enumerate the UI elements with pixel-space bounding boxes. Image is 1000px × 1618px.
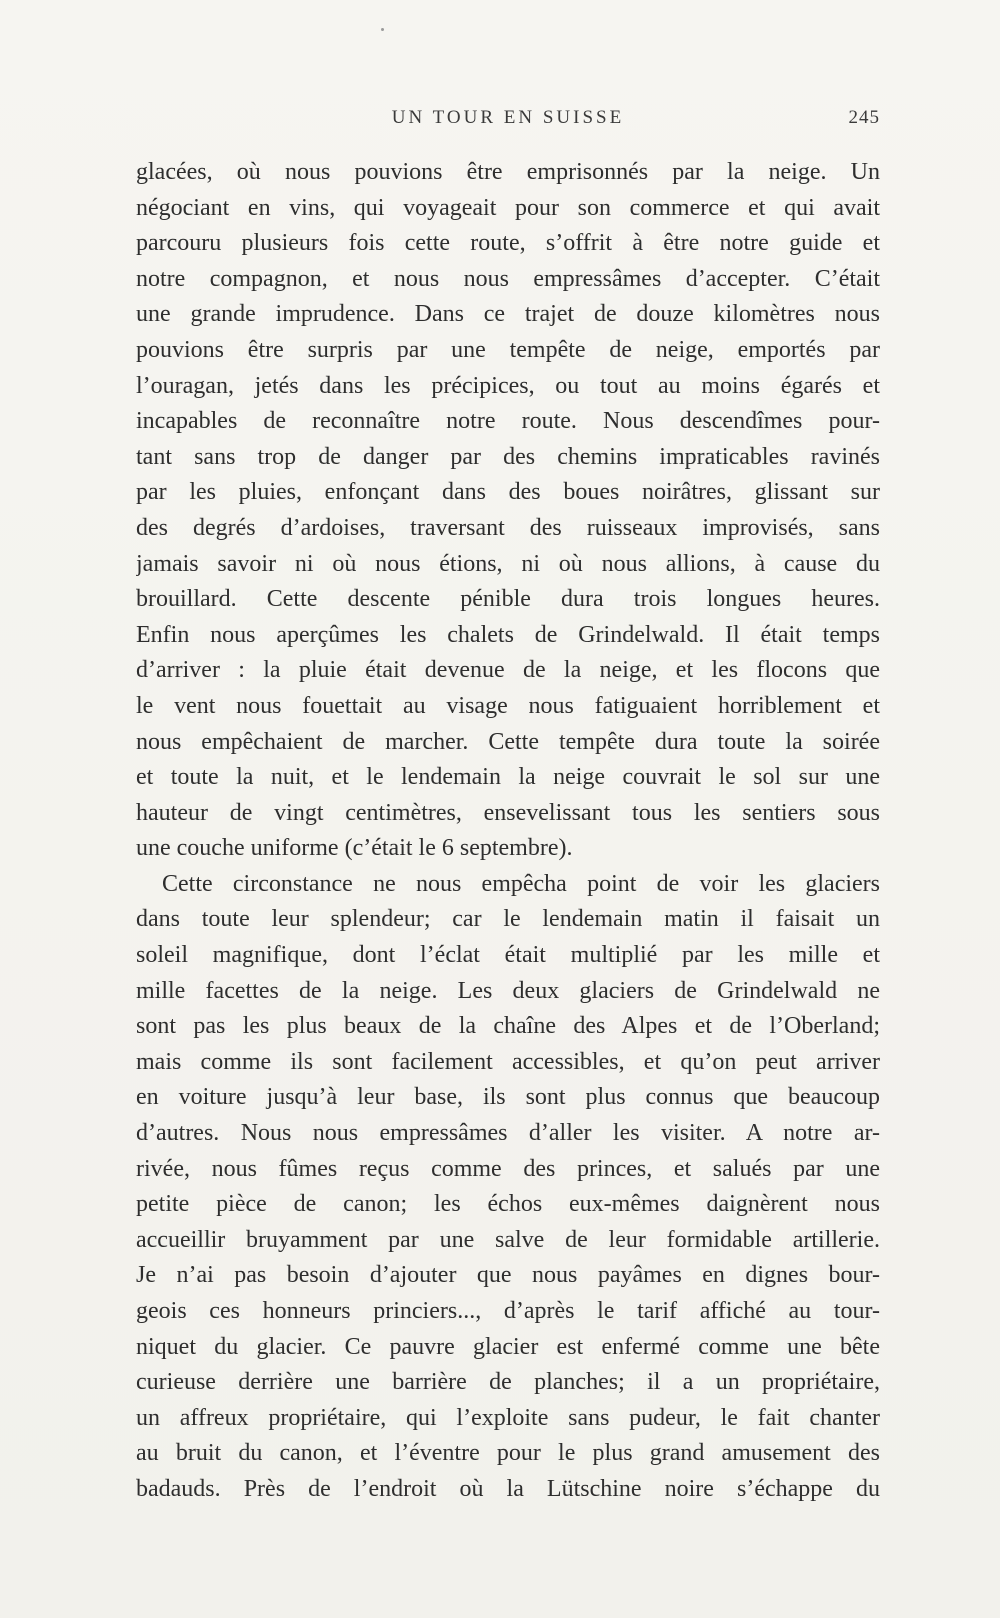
text-line: au bruit du canon, et l’éventre pour le plus grand amusement des bbox=[136, 1440, 880, 1467]
text-line: une grande imprudence. Dans ce trajet de douze kilomètres nous bbox=[136, 301, 880, 328]
text-line: l’ouragan, jetés dans les précipices, ou tout au moins égarés et bbox=[136, 372, 880, 399]
text-line: badauds. Près de l’endroit où la Lütschine noire s’échappe du bbox=[136, 1475, 880, 1502]
text-line: dans toute leur splendeur; car le lendemain matin il faisait un bbox=[136, 906, 880, 933]
text-line: brouillard. Cette descente pénible dura trois longues heures. bbox=[136, 586, 880, 613]
text-line: d’arriver : la pluie était devenue de la neige, et les flocons que bbox=[136, 657, 880, 684]
text-line: et toute la nuit, et le lendemain la neige couvrait le sol sur une bbox=[136, 764, 880, 791]
text-line: notre compagnon, et nous nous empressâmes d’accepter. C’était bbox=[136, 265, 880, 292]
text-line: pouvions être surpris par une tempête de neige, emportés par bbox=[136, 336, 880, 363]
text-line: jamais savoir ni où nous étions, ni où nous allions, à cause du bbox=[136, 550, 880, 577]
body-text bbox=[136, 155, 880, 1508]
text-line: niquet du glacier. Ce pauvre glacier est enfermé comme une bête bbox=[136, 1333, 880, 1360]
text-line: glacées, où nous pouvions être emprisonnés par la neige. Un bbox=[136, 159, 880, 185]
paper-speck bbox=[381, 28, 384, 31]
running-title: UN TOUR EN SUISSE bbox=[391, 107, 625, 128]
page-number: 245 bbox=[848, 107, 880, 128]
text-line: Enfin nous aperçûmes les chalets de Grindelwald. Il était temps bbox=[136, 621, 880, 648]
text-line: soleil magnifique, dont l’éclat était multiplié par les mille et bbox=[136, 942, 880, 969]
text-line: curieuse derrière une barrière de planches; il a un propriétaire, bbox=[136, 1369, 880, 1396]
text-line: parcouru plusieurs fois cette route, s’offrit à être notre guide et bbox=[136, 230, 880, 257]
text-line: en voiture jusqu’à leur base, ils sont plus connus que beaucoup bbox=[136, 1084, 880, 1111]
text-line: tant sans trop de danger par des chemins impraticables ravinés bbox=[136, 443, 880, 470]
text-line: nous empêchaient de marcher. Cette tempête dura toute la soirée bbox=[136, 728, 880, 755]
text-line: geois ces honneurs princiers..., d’après le tarif affiché au tour- bbox=[136, 1298, 880, 1324]
page-header bbox=[136, 107, 880, 137]
text-line: Je n’ai pas besoin d’ajouter que nous payâmes en dignes bour- bbox=[136, 1262, 880, 1289]
text-line: incapables de reconnaître notre route. Nous descendîmes pour- bbox=[136, 408, 880, 435]
text-line: un affreux propriétaire, qui l’exploite sans pudeur, le fait chanter bbox=[136, 1404, 880, 1431]
text-line: petite pièce de canon; les échos eux-mêmes daignèrent nous bbox=[136, 1191, 880, 1218]
text-line: par les pluies, enfonçant dans des boues noirâtres, glissant sur bbox=[136, 479, 880, 506]
text-line: sont pas les plus beaux de la chaîne des Alpes et de l’Oberland; bbox=[136, 1013, 880, 1040]
text-line: rivée, nous fûmes reçus comme des princes, et salués par une bbox=[136, 1155, 880, 1182]
text-line: d’autres. Nous nous empressâmes d’aller les visiter. A notre ar- bbox=[136, 1120, 880, 1147]
text-line: négociant en vins, qui voyageait pour son commerce et qui avait bbox=[136, 194, 880, 221]
text-line: mille facettes de la neige. Les deux glaciers de Grindelwald ne bbox=[136, 977, 880, 1004]
text-line: accueillir bruyamment par une salve de leur formidable artillerie. bbox=[136, 1226, 880, 1253]
paragraph-start-line: Cette circonstance ne nous empêcha point de voir les glaciers bbox=[162, 870, 880, 897]
text-line: le vent nous fouettait au visage nous fatiguaient horriblement et bbox=[136, 692, 880, 719]
text-line: mais comme ils sont facilement accessibles, et qu’on peut arriver bbox=[136, 1048, 880, 1075]
text-line: des degrés d’ardoises, traversant des ruisseaux improvisés, sans bbox=[136, 514, 880, 541]
paragraph-end-line: une couche uniforme (c’était le 6 septembre). bbox=[136, 835, 573, 862]
text-line: hauteur de vingt centimètres, ensevelissant tous les sentiers sous bbox=[136, 799, 880, 826]
